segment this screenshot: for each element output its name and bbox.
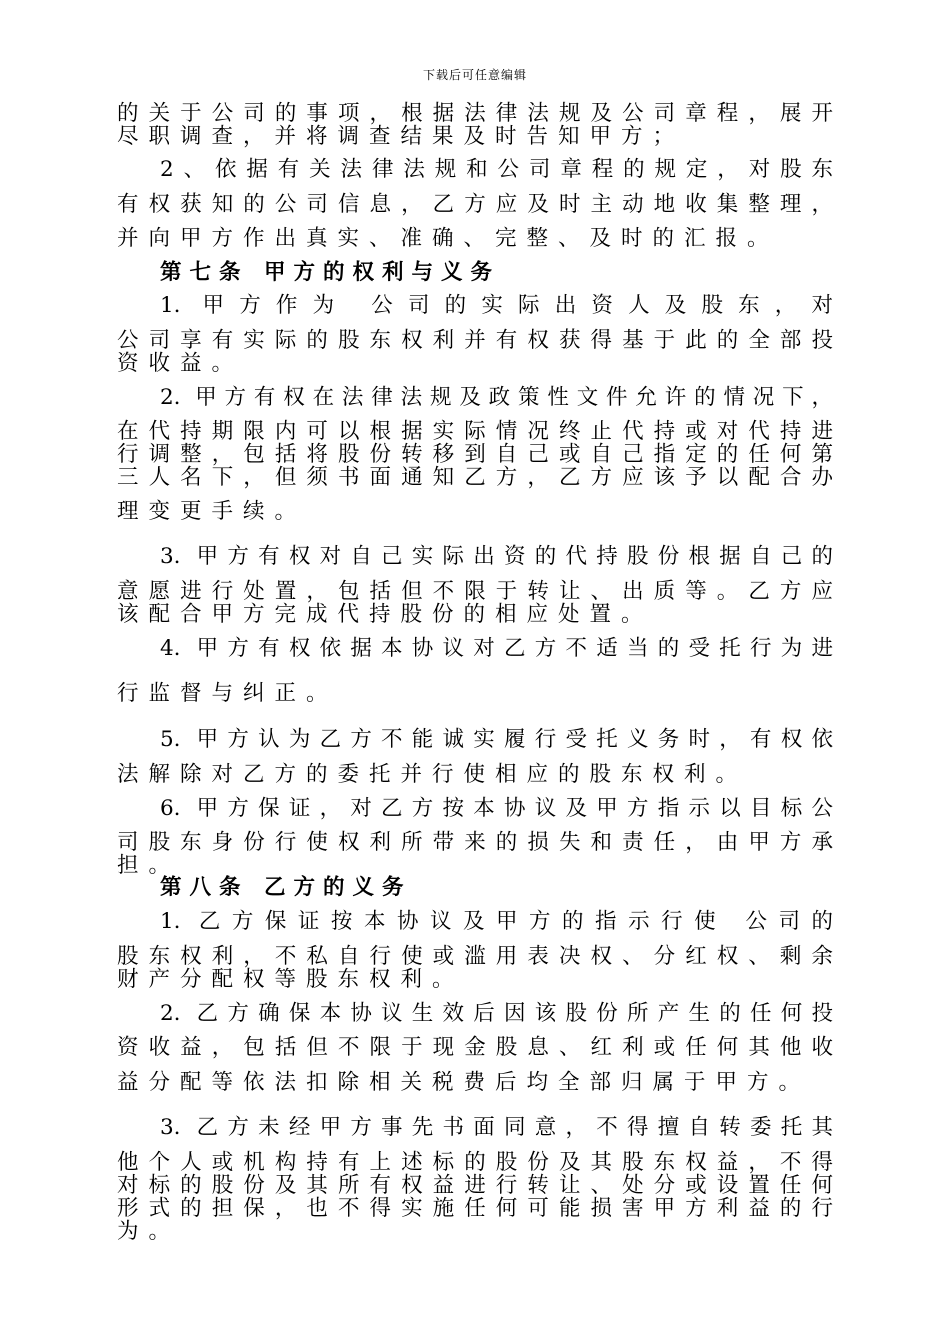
- text-line: 形式的担保，也不得实施任何可能损害甲方利益的行: [117, 1196, 833, 1221]
- text-line: 为。: [117, 1219, 181, 1244]
- text-line: 3. 乙方未经甲方事先书面同意，不得擅自转委托其: [160, 1115, 833, 1140]
- text-line: 担。: [117, 853, 181, 878]
- text-line: 财产分配权等股东权利。: [117, 967, 464, 992]
- text-line: 对标的股份及其所有权益进行转让、处分或设置任何: [117, 1173, 833, 1198]
- text-line: 有权获知的公司信息，乙方应及时主动地收集整理，: [117, 192, 833, 217]
- text-line: 资收益。: [117, 351, 244, 376]
- text-line: 尽职调查，并将调查结果及时告知甲方；: [117, 124, 685, 149]
- text-line: 公司享有实际的股东权利并有权获得基于此的全部投: [117, 328, 833, 353]
- text-line: 2. 乙方确保本协议生效后因该股份所产生的任何投: [160, 1001, 833, 1026]
- text-line: 行监督与纠正。: [117, 681, 338, 706]
- text-line: 理变更手续。: [117, 499, 307, 524]
- page-header: 下载后可任意编辑: [422, 68, 527, 82]
- text-line: 5. 甲方认为乙方不能诚实履行受托义务时，有权依: [160, 727, 833, 752]
- text-line: 的关于公司的事项，根据法律法规及公司章程，展开: [117, 101, 833, 126]
- text-line: 1. 乙方保证按本协议及甲方的指示行使 公司的: [160, 909, 833, 934]
- text-line: 司股东身份行使权利所带来的损失和责任，由甲方承: [117, 830, 833, 855]
- text-line: 意愿进行处置，包括但不限于转让、出质等。乙方应: [117, 579, 833, 604]
- text-line: 三人名下，但须书面通知乙方，乙方应该予以配合办: [117, 465, 833, 490]
- text-line: 在代持期限内可以根据实际情况终止代持或对代持进: [117, 419, 833, 444]
- text-line: 6. 甲方保证，对乙方按本协议及甲方指示以目标公: [160, 796, 833, 821]
- text-line: 法解除对乙方的委托并行使相应的股东权利。: [117, 762, 748, 787]
- text-line: 股东权利，不私自行使或滥用表决权、分红权、剩余: [117, 944, 833, 969]
- text-line: 2. 甲方有权在法律法规及政策性文件允许的情况下，: [160, 385, 833, 410]
- section-heading: 第八条 乙方的义务: [160, 875, 412, 900]
- text-line: 并向甲方作出真实、准确、完整、及时的汇报。: [117, 226, 779, 251]
- text-line: 行调整，包括将股份转移到自己或自己指定的任何第: [117, 442, 833, 467]
- text-line: 他个人或机构持有上述标的股份及其股东权益，不得: [117, 1150, 833, 1175]
- text-line: 益分配等依法扣除相关税费后均全部归属于甲方。: [117, 1070, 811, 1095]
- text-line: 2、依据有关法律法规和公司章程的规定，对股东: [160, 157, 833, 182]
- text-line: 3. 甲方有权对自己实际出资的代持股份根据自己的: [160, 544, 833, 569]
- text-line: 该配合甲方完成代持股份的相应处置。: [117, 602, 653, 627]
- text-line: 资收益，包括但不限于现金股息、红利或任何其他收: [117, 1035, 833, 1060]
- text-line: 4. 甲方有权依据本协议对乙方不适当的受托行为进: [160, 636, 833, 661]
- text-line: 1. 甲方作为 公司的实际出资人及股东，对: [160, 293, 833, 318]
- section-heading: 第七条 甲方的权利与义务: [160, 260, 500, 285]
